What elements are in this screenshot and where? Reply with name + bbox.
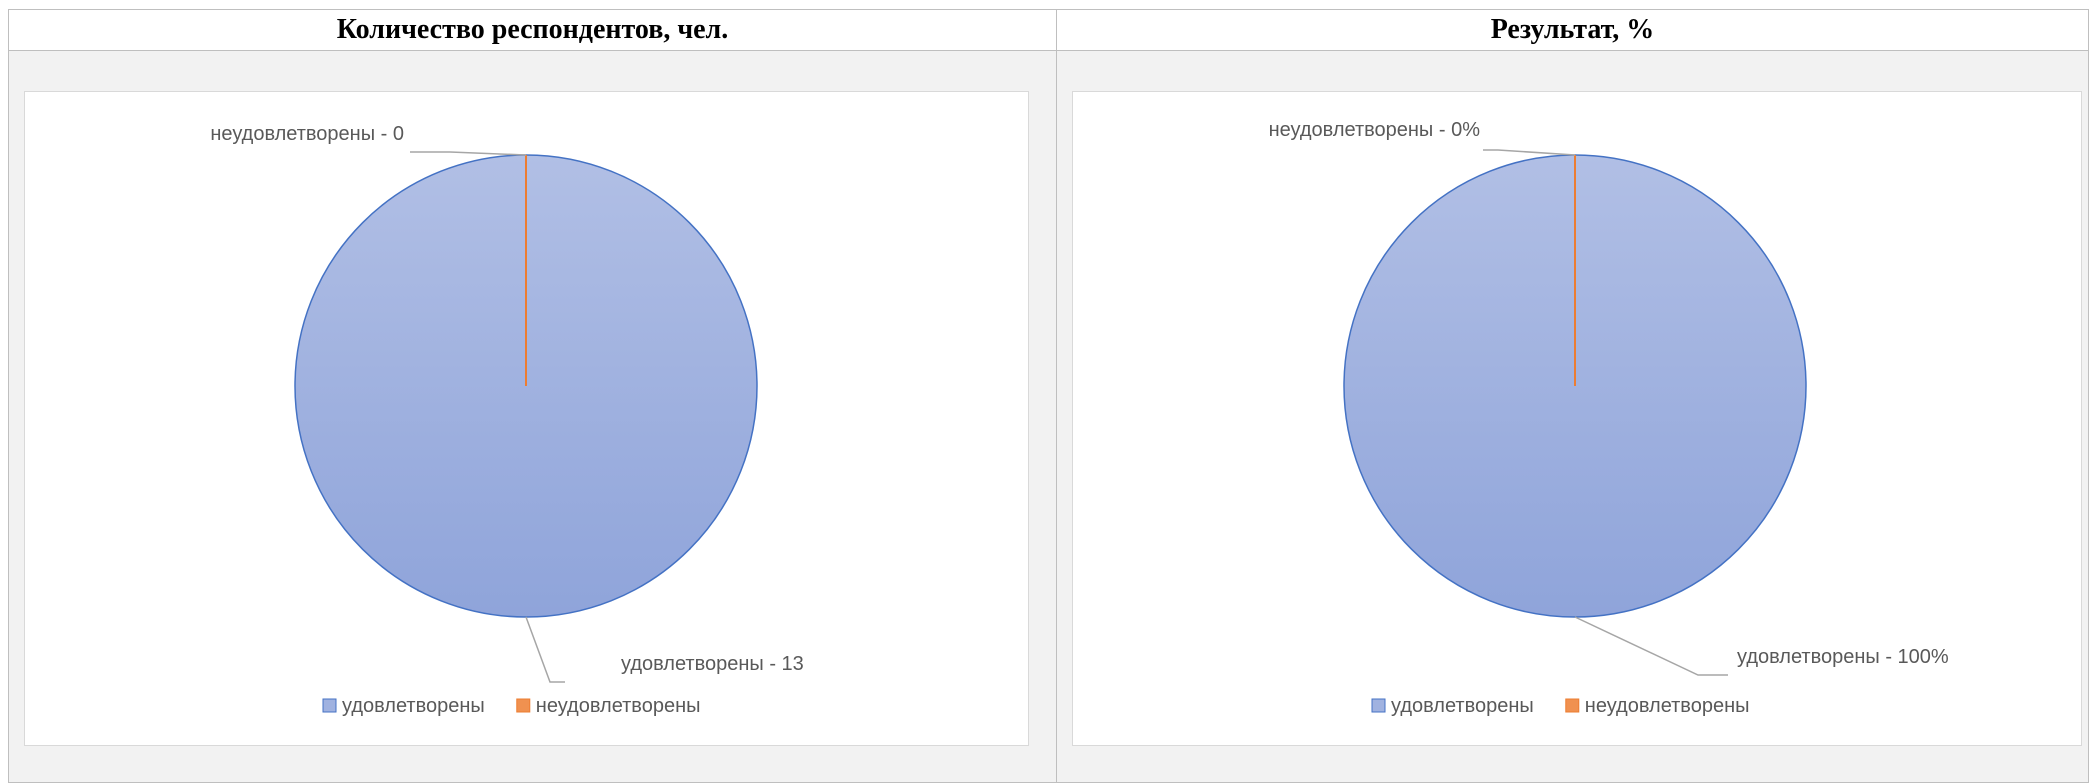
leader-line-1 [1483, 150, 1575, 155]
chart-area-count [24, 91, 1029, 746]
header-result-percent-label: Результат, % [1490, 14, 1655, 45]
leader-line-0 [1575, 617, 1728, 675]
header-result-percent [1056, 9, 2089, 51]
legend-swatch-1 [1566, 699, 1579, 712]
data-label-1: неудовлетворены - 0% [1268, 119, 1480, 141]
pie-chart-percent [1073, 92, 2083, 747]
leader-line-1 [410, 152, 526, 155]
legend-label-1: неудовлетворены [1584, 695, 1750, 717]
data-label-0: удовлетворены - 13 [621, 653, 804, 675]
chart-area-percent [1072, 91, 2082, 746]
legend-swatch-1 [517, 699, 530, 712]
legend-label-0: удовлетворены [342, 695, 485, 717]
data-label-0: удовлетворены - 100% [1737, 646, 1949, 668]
results-table [8, 9, 2089, 783]
legend-label-1: неудовлетворены [535, 695, 701, 717]
cell-count-chart [8, 50, 1057, 783]
cell-percent-chart [1056, 50, 2089, 783]
header-count-respondents [8, 9, 1057, 51]
pie-chart-count [25, 92, 1030, 747]
data-label-1: неудовлетворены - 0 [210, 123, 404, 145]
header-count-respondents-label: Количество респондентов, чел. [336, 14, 729, 45]
legend-swatch-0 [323, 699, 336, 712]
legend-label-0: удовлетворены [1391, 695, 1534, 717]
legend-swatch-0 [1372, 699, 1385, 712]
leader-line-0 [526, 617, 565, 682]
